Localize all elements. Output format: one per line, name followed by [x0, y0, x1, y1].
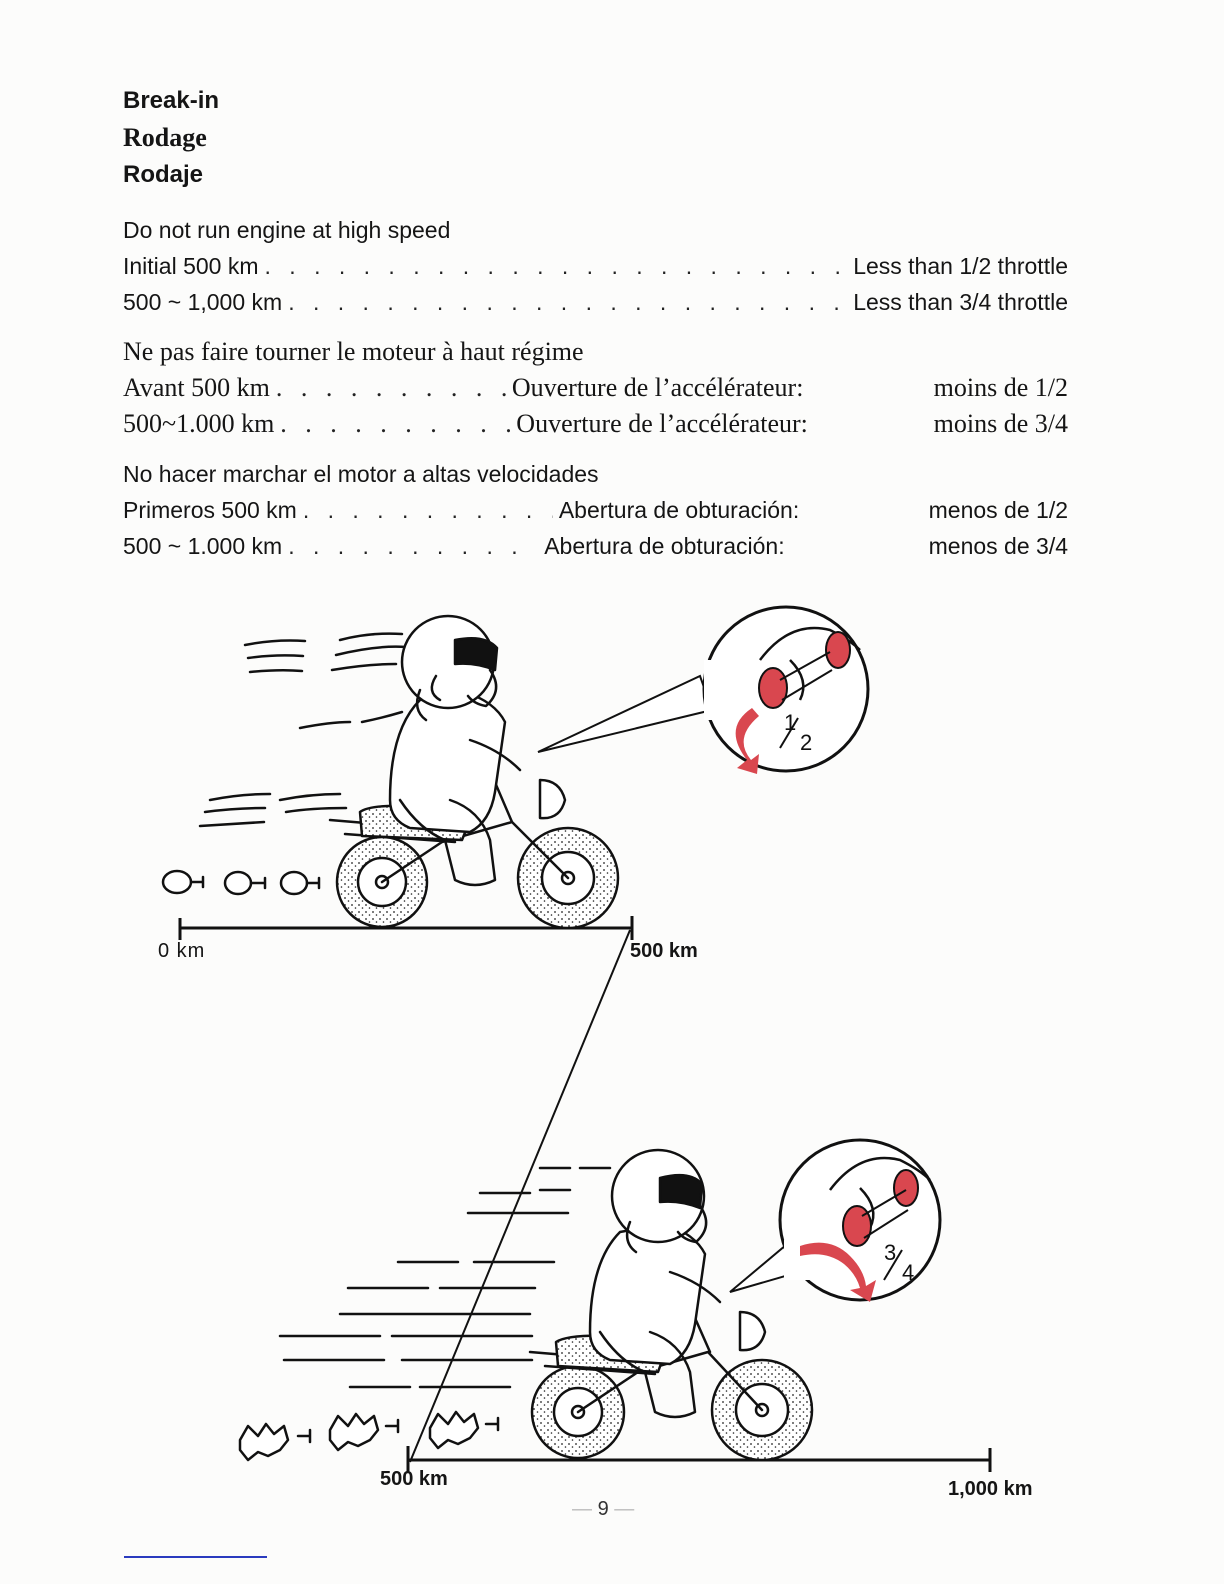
french-range: 500~1.000 km — [123, 409, 275, 438]
bottom-distance-axis — [408, 1446, 990, 1472]
fraction-numerator: 3 — [884, 1240, 897, 1265]
french-value: moins de 3/4 — [933, 409, 1068, 438]
spanish-range: 500 ~ 1.000 km — [123, 533, 283, 559]
spanish-range: Primeros 500 km — [123, 497, 297, 523]
fraction-denominator: 2 — [800, 730, 813, 755]
axis-label-500km-top: 500 km — [630, 940, 698, 962]
page-number-value: 9 — [597, 1498, 609, 1520]
spanish-value: menos de 1/2 — [928, 497, 1068, 523]
spanish-label: Abertura de obturación: — [558, 497, 800, 523]
three-quarter-throttle-callout — [730, 1140, 940, 1302]
title-english: Break-in — [123, 87, 220, 114]
bottom-blue-rule — [124, 1556, 267, 1558]
axis-label-0km: 0 km — [158, 940, 206, 962]
english-heading: Do not run engine at high speed — [123, 217, 451, 243]
spanish-value: menos de 3/4 — [928, 533, 1068, 559]
english-value: Less than 3/4 throttle — [853, 289, 1068, 315]
spanish-heading: No hacer marchar el motor a altas velocidades — [123, 461, 599, 487]
french-heading: Ne pas faire tourner le moteur à haut régime — [123, 337, 584, 366]
spanish-label: Abertura de obturación: — [544, 533, 785, 559]
axis-label-500km-bottom: 500 km — [380, 1468, 448, 1490]
english-range: 500 ~ 1,000 km — [123, 289, 283, 315]
fraction-numerator: 1 — [784, 710, 797, 735]
top-rider-motorbike — [163, 616, 618, 928]
page-number: — 9 — — [572, 1498, 635, 1520]
half-throttle-callout — [538, 607, 868, 774]
english-range: Initial 500 km — [123, 253, 259, 279]
title-spanish: Rodaje — [123, 161, 204, 188]
french-range: Avant 500 km — [123, 373, 270, 402]
french-value: moins de 1/2 — [933, 373, 1068, 402]
title-french: Rodage — [123, 123, 207, 152]
axis-label-1000km: 1,000 km — [948, 1478, 1033, 1500]
bottom-rider-motorbike — [240, 1150, 812, 1460]
english-value: Less than 1/2 throttle — [853, 253, 1068, 279]
fraction-denominator: 4 — [902, 1260, 915, 1285]
french-label: Ouverture de l’accélérateur: — [516, 409, 808, 438]
french-label: Ouverture de l’accélérateur: — [511, 373, 804, 402]
